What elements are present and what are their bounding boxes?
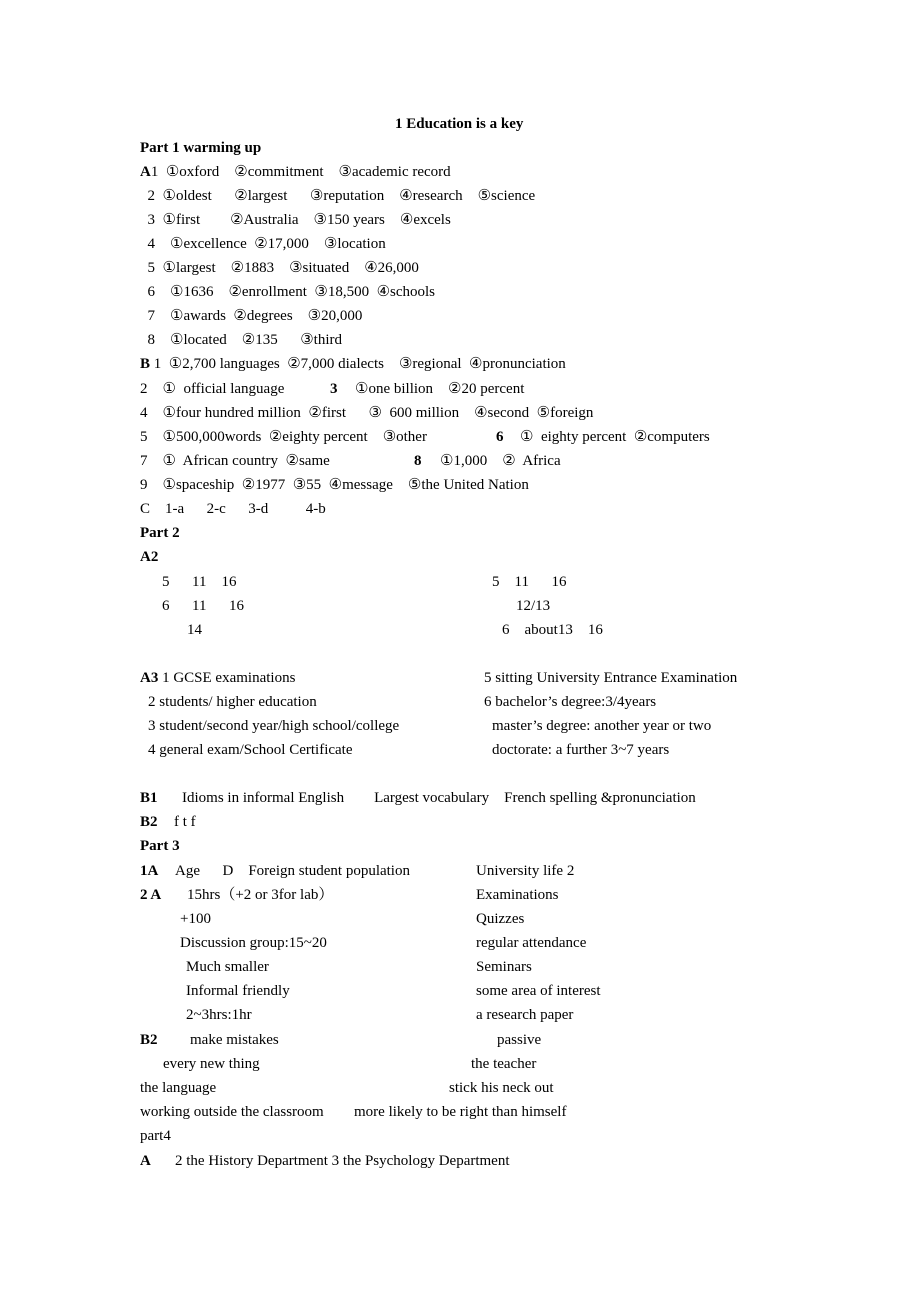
a2-left-3: 14	[187, 622, 202, 638]
2a-right-2: Quizzes	[476, 911, 525, 927]
a2-right-2: 12/13	[516, 598, 551, 614]
a2-left-1: 5 11 16	[162, 574, 237, 590]
1a-right: University life 2	[476, 863, 575, 879]
part4-heading: part4	[140, 1128, 171, 1144]
p3-b2-right-1: passive	[497, 1032, 542, 1048]
part1-b-line-1	[140, 355, 566, 373]
part1-a-line-8: 8 ①located ②135 ③third	[140, 332, 342, 348]
b1-text: Idioms in informal English Largest vocabulary French spelling &pronunciation	[182, 790, 696, 806]
2a-left-5: Informal friendly	[186, 983, 290, 999]
answer-text: 1 ①2,700 languages ②7,000 dialects ③regional ④pronunciation	[150, 356, 566, 372]
part1-b-line-4a: 5 ①500,000words ②eighty percent ③other	[140, 429, 427, 445]
part1-heading: Part 1 warming up	[140, 140, 262, 156]
a2-right-1: 5 11 16	[492, 574, 567, 590]
part2-heading: Part 2	[140, 525, 180, 541]
2a-right-5: some area of interest	[476, 983, 601, 999]
part1-a-line-6: 6 ①1636 ②enrollment ③18,500 ④schools	[140, 284, 436, 300]
part1-b-line-5a: 7 ① African country ②same	[140, 453, 330, 469]
question-number-6: 6	[496, 429, 504, 445]
p3-b2-left-2: every new thing	[163, 1056, 260, 1072]
question-number-3: 3	[330, 381, 338, 397]
part1-b-line-3: 4 ①four hundred million ②first ③ 600 million ④second ⑤foreign	[140, 405, 594, 421]
section-label-2a: 2 A	[140, 887, 162, 903]
part1-a-line-3: 3 ①first ②Australia ③150 years ④excels	[140, 212, 451, 228]
part1-b-line-2a: 2 ① official language	[140, 381, 285, 397]
a3-right-4: doctorate: a further 3~7 years	[492, 742, 670, 758]
section-label-b1: B1	[140, 790, 158, 806]
section-label-p3-b2: B2	[140, 1032, 158, 1048]
part1-b-line-4b: ① eighty percent ②computers	[520, 429, 710, 445]
2a-left-1: 15hrs（+2 or 3for lab）	[187, 887, 334, 903]
section-label-b2: B2	[140, 814, 158, 830]
2a-right-1: Examinations	[476, 887, 559, 903]
p3-b2-left-4: working outside the classroom	[140, 1104, 324, 1120]
p3-b2-left-3: the language	[140, 1080, 217, 1096]
section-label-a: A	[140, 164, 151, 180]
2a-right-4: Seminars	[476, 959, 532, 975]
section-label-a2: A2	[140, 549, 159, 565]
a3-left-3: 3 student/second year/high school/college	[148, 718, 400, 734]
a3-left-2: 2 students/ higher education	[148, 694, 317, 710]
2a-left-6: 2~3hrs:1hr	[186, 1007, 252, 1023]
part1-a-line-4: 4 ①excellence ②17,000 ③location	[140, 236, 386, 252]
a3-right-1: 5 sitting University Entrance Examination	[484, 670, 738, 686]
p3-b2-right-3: stick his neck out	[449, 1080, 554, 1096]
2a-right-6: a research paper	[476, 1007, 574, 1023]
p4-a-text: 2 the History Department 3 the Psychology Department	[175, 1153, 510, 1169]
part3-heading: Part 3	[140, 838, 180, 854]
part1-b-line-6: 9 ①spaceship ②1977 ③55 ④message ⑤the United Nation	[140, 477, 529, 493]
p3-b2-right-4: more likely to be right than himself	[354, 1104, 567, 1120]
part1-a-line-1	[140, 163, 451, 181]
a2-right-3: 6 about13 16	[502, 622, 603, 638]
part1-a-line-7: 7 ①awards ②degrees ③20,000	[140, 308, 363, 324]
section-label-a3: A3	[140, 670, 159, 686]
part1-b-line-2b: ①one billion ②20 percent	[355, 381, 525, 397]
answer-text: 1 GCSE examinations	[162, 670, 296, 686]
2a-left-2: +100	[180, 911, 211, 927]
b2-text: f t f	[174, 814, 196, 830]
a2-left-2: 6 11 16	[162, 598, 244, 614]
2a-left-4: Much smaller	[186, 959, 269, 975]
question-number-8: 8	[414, 453, 422, 469]
answer-text: 1 ①oxford ②commitment ③academic record	[150, 164, 451, 180]
section-label-p4-a: A	[140, 1153, 151, 1169]
part1-a-line-5: 5 ①largest ②1883 ③situated ④26,000	[140, 260, 419, 276]
p3-b2-right-2: the teacher	[471, 1056, 537, 1072]
section-label-1a: 1A	[140, 863, 159, 879]
2a-left-3: Discussion group:15~20	[180, 935, 327, 951]
a3-left-4: 4 general exam/School Certificate	[148, 742, 353, 758]
a3-right-3: master’s degree: another year or two	[492, 718, 712, 734]
2a-right-3: regular attendance	[476, 935, 587, 951]
section-label-b: B	[140, 356, 151, 372]
part1-b-line-5b: ①1,000 ② Africa	[440, 453, 561, 469]
a3-right-2: 6 bachelor’s degree:3/4years	[484, 694, 657, 710]
p3-b2-left-1: make mistakes	[190, 1032, 279, 1048]
part1-c-line: C 1-a 2-c 3-d 4-b	[140, 501, 326, 517]
part1-a-line-2: 2 ①oldest ②largest ③reputation ④research ⑤science	[140, 188, 536, 204]
a3-left-1	[140, 669, 295, 687]
1a-text: Age D Foreign student population	[175, 863, 410, 879]
page-title: 1 Education is a key	[395, 116, 524, 132]
